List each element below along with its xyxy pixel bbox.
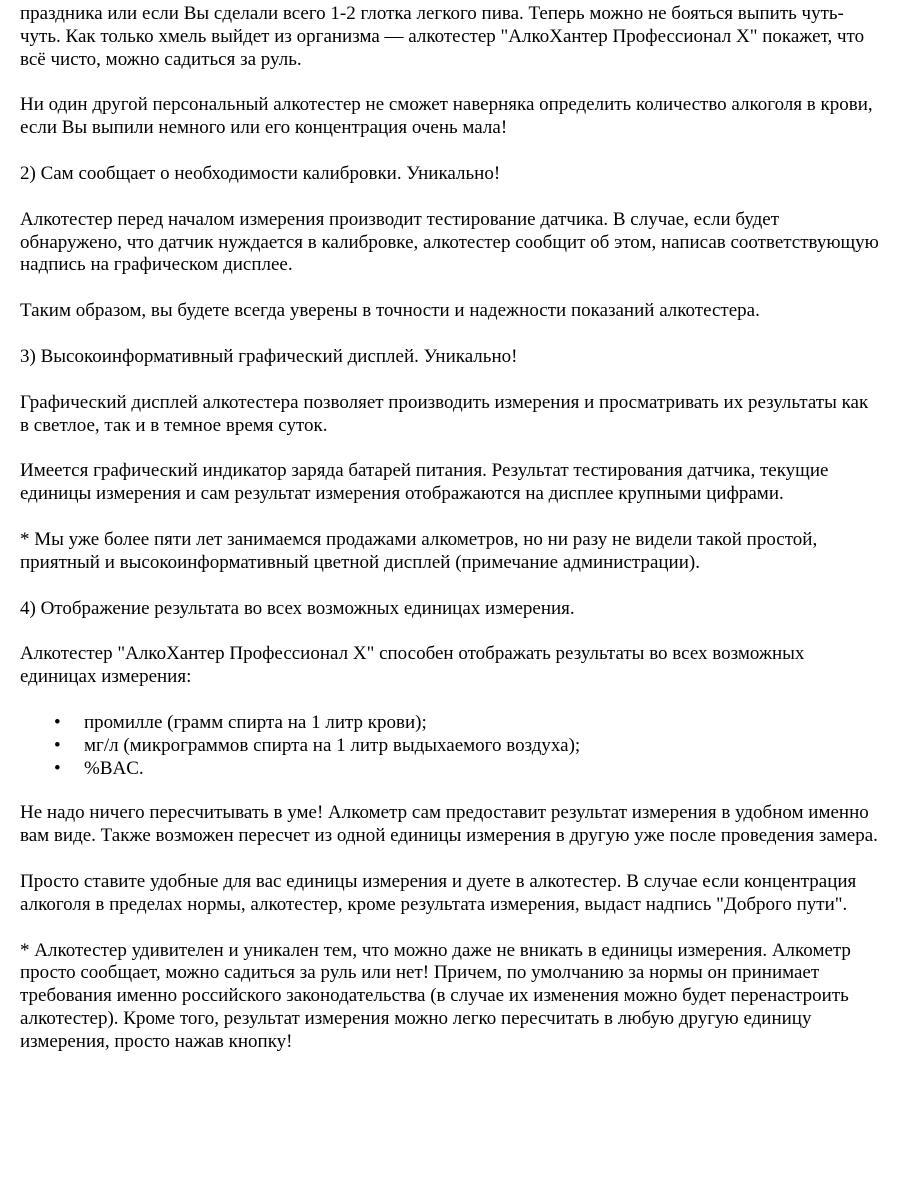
paragraph-accuracy: Таким образом, вы будете всегда уверены в точности и надежности показаний алкотестера. [20,300,760,322]
bullet-icon: • [54,711,61,733]
paragraph-no-mental-math: Не надо ничего пересчитывать в уме! Алкометр сам предоставит результат измерения в удобном именно вам виде. Также возможен пересчет из одной единицы измерения в другую уже после проведения замера. [20,802,878,847]
heading-units: 4) Отображение результата во всех возможных единицах измерения. [20,597,575,619]
paragraph-good-trip: Просто ставите удобные для вас единицы измерения и дуете в алкотестер. В случае если концентрация алкоголя в пределах нормы, алкотестер, кроме результата измерения, выдаст надпись "Доброго пути". [20,870,857,915]
list-item-text: промилле (грамм спирта на 1 литр крови); [84,711,427,733]
list-item-text: %BAC. [84,757,144,779]
list-item-text: мг/л (микрограммов спирта на 1 литр выдыхаемого воздуха); [84,734,581,756]
heading-display: 3) Высокоинформативный графический дисплей. Уникально! [20,345,518,367]
paragraph-russian-norms: * Алкотестер удивителен и уникален тем, что можно даже не вникать в единицы измерения. Алкометр просто сообщает, можно садиться за руль или нет! Причем, по умолчанию за нормы он принимает требования именно российского законодательства (в случае их изменения можно будет перенастроить алкотестер). Кроме того, результат измерения можно легко пересчитать в любую другую единицу измерения, просто нажав кнопку! [20,939,851,1052]
list-item [54,711,880,735]
paragraph-battery-indicator: Имеется графический индикатор заряда батарей питания. Результат тестирования датчика, текущие единицы измерения и сам результат измерения отображаются на дисплее крупными цифрами. [20,460,829,505]
paragraph-units-intro: Алкотестер "АлкоХантер Профессионал Х" способен отображать результаты во всех возможных единицах измерения: [20,643,805,688]
bullet-icon: • [54,734,61,756]
paragraph-holiday-beer: праздника или если Вы сделали всего 1-2 глотка легкого пива. Теперь можно не бояться выпить чуть-чуть. Как только хмель выйдет из организма — алкотестер "АлкоХантер Профессионал Х" покажет, что всё чисто, можно садиться за руль. [20,3,865,70]
list-item [54,757,880,781]
paragraph-no-other-tester: Ни один другой персональный алкотестер не сможет наверняка определить количество алкоголя в крови, если Вы выпили немного или его концентрация очень мала! [20,94,873,139]
list-item [54,734,880,758]
units-list [20,712,880,780]
paragraph-sensor-test: Алкотестер перед началом измерения производит тестирование датчика. В случае, если будет обнаружено, что датчик нуждается в калибровке, алкотестер сообщит об этом, написав соответствующую надпись на графическом дисплее. [20,208,879,276]
paragraph-display-day-night: Графический дисплей алкотестера позволяет производить измерения и просматривать их результаты как в светлое, так и в темное время суток. [20,391,869,436]
bullet-icon: • [54,757,61,779]
document-page [20,3,880,1077]
paragraph-admin-note: * Мы уже более пяти лет занимаемся продажами алкометров, но ни разу не видели такой простой, приятный и высокоинформативный цветной дисплей (примечание администрации). [20,528,818,573]
heading-calibration: 2) Сам сообщает о необходимости калибровки. Уникально! [20,162,501,184]
